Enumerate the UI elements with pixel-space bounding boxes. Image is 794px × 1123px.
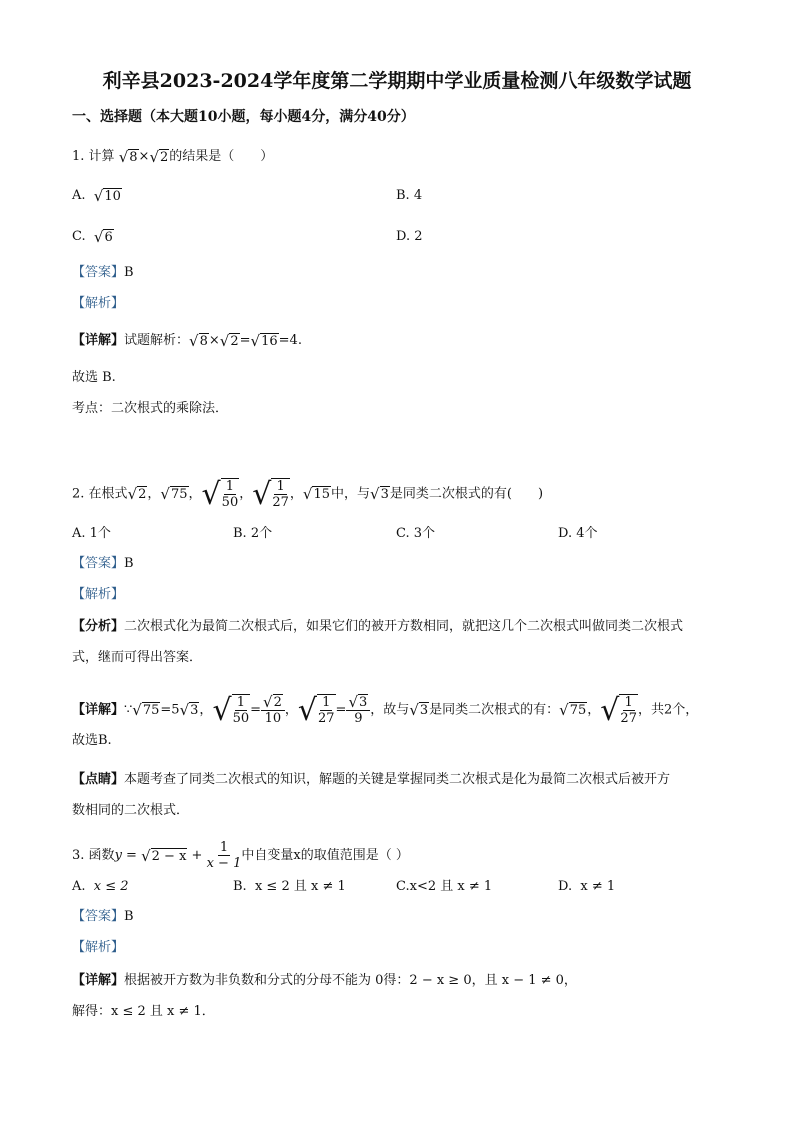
answer-line: 【答案】B bbox=[72, 556, 134, 571]
option-d: D. 2 bbox=[396, 229, 423, 244]
stem-text: 的结果是（ ） bbox=[169, 149, 274, 164]
option-a: A. 1个 bbox=[72, 526, 111, 541]
option-b: B. 4 bbox=[396, 188, 423, 203]
conclusion: 故选 B. bbox=[72, 370, 116, 385]
answer-line: 【答案】B bbox=[72, 909, 134, 924]
page-title: 利辛县2023-2024学年度第二学期期中学业质量检测八年级数学试题 bbox=[102, 70, 692, 92]
solve-line: 解得：x ≤ 2 且 x ≠ 1． bbox=[72, 1004, 215, 1019]
question-1-stem bbox=[72, 148, 273, 166]
kaodian: 考点：二次根式的乘除法． bbox=[72, 401, 229, 416]
option-d: D. x ≠ 1 bbox=[558, 879, 616, 894]
section-heading: 一、选择题（本大题10小题，每小题4分，满分40分） bbox=[72, 109, 415, 125]
option-c: C. 3个 bbox=[396, 526, 436, 541]
option-b: B. x ≤ 2 且 x ≠ 1 bbox=[233, 879, 346, 894]
dianjing-line-1: 【点睛】本题考查了同类二次根式的知识，解题的关键是掌握同类二次根式是化为最简二次根式后被开方 bbox=[72, 772, 671, 787]
detail-line: 【详解】试题解析： √ 8 × √ 2 = √ 16 =4. bbox=[72, 331, 302, 350]
analysis-label: 【解析】 bbox=[72, 940, 125, 955]
dianjing-line-2: 数相同的二次根式． bbox=[72, 803, 190, 818]
detail-line: 【详解】∵ √ 75 =5 √ 3 ， √ $\frac{1}{50}$ = √ 2 10 ， √ $\frac{1}{27}$ = √ 3 9 ，故与 √ 3 是同类二次根式的有： √ 75 ， √ $\frac{1}{27}$ ，共2个， bbox=[72, 693, 699, 728]
radical: √ 8 bbox=[118, 147, 138, 166]
option-a: A. x ≤ 2 bbox=[72, 879, 129, 894]
detail-line: 【详解】根据被开方数为非负数和分式的分母不能为 0得：2 − x ≥ 0，且 x − 1 ≠ 0， bbox=[72, 973, 577, 988]
option-b: B. 2个 bbox=[233, 526, 273, 541]
conclusion: 故选B. bbox=[72, 733, 112, 748]
question-3-stem: 3. 函数y = √ 2 − x + $\frac{1}{x - 1}$ 中自变量x的取值范围是（ ） bbox=[72, 840, 409, 871]
option-c: C.x<2 且 x ≠ 1 bbox=[396, 879, 493, 894]
stem-text: 计算 bbox=[88, 149, 115, 164]
fenxi-line-1: 【分析】二次根式化为最简二次根式后，如果它们的被开方数相同，就把这几个二次根式叫做同类二次根式 bbox=[72, 619, 684, 634]
option-c: C. √ 6 bbox=[72, 227, 113, 246]
option-d: D. 4个 bbox=[558, 526, 598, 541]
radical: √ 2 bbox=[149, 147, 169, 166]
fenxi-line-2: 式，继而可得出答案． bbox=[72, 650, 203, 665]
question-2-stem: 2. 在根式 √ 2 ， √ 75 ， √ $\frac{1}{50}$ ， √ $\frac{1}{27}$ ， √ 15 中，与 √ 3 是同类二次根式的有( ) bbox=[72, 477, 544, 512]
option-a: A. √ 10 bbox=[72, 186, 121, 205]
q-number: 1. bbox=[72, 149, 85, 164]
times-sign: × bbox=[138, 149, 150, 164]
answer-line: 【答案】B bbox=[72, 265, 134, 280]
analysis-label: 【解析】 bbox=[72, 587, 125, 602]
analysis-label: 【解析】 bbox=[72, 296, 125, 311]
